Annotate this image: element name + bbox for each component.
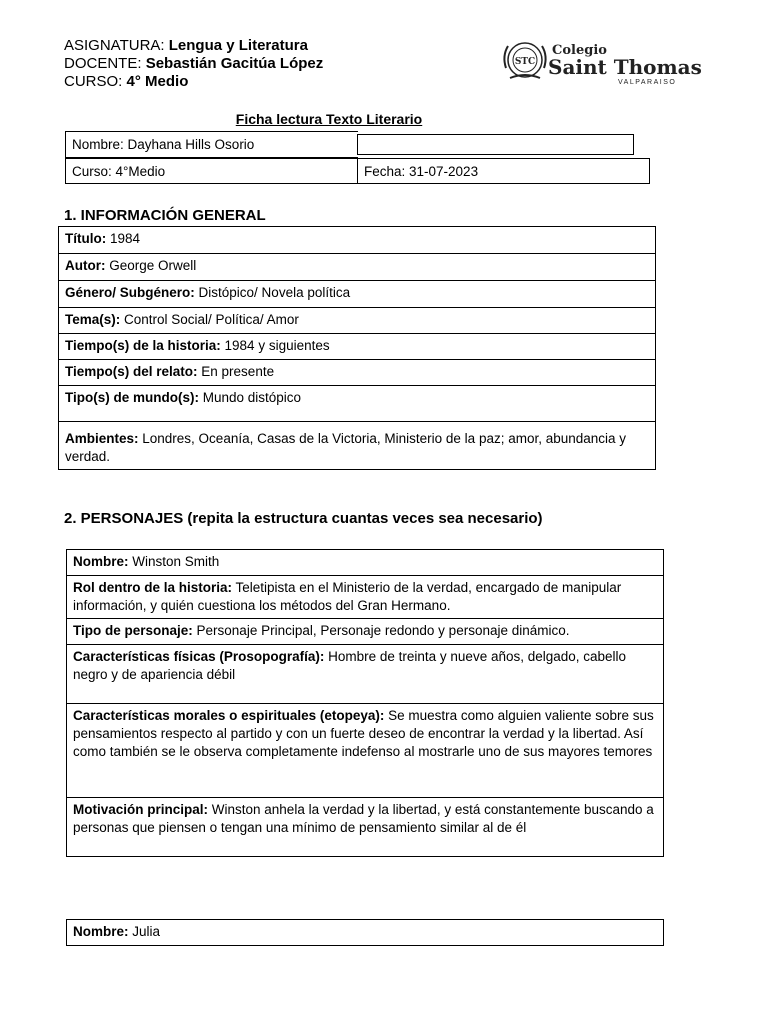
table-row: Tiempo(s) del relato: En presente: [59, 360, 656, 386]
asignatura-line: [64, 37, 308, 55]
docente-label: DOCENTE:: [64, 55, 142, 72]
table-row: Título: 1984: [59, 227, 656, 254]
svg-text:STC: STC: [514, 57, 536, 67]
table-row: Autor: George Orwell: [59, 254, 656, 281]
section1-heading: 1. INFORMACIÓN GENERAL: [64, 207, 266, 224]
table-row: Género/ Subgénero: Distópico/ Novela política: [59, 281, 656, 308]
table-row: Tipo(s) de mundo(s): Mundo distópico: [59, 386, 656, 422]
student-date-cell: [357, 158, 650, 184]
character-table-1: [66, 549, 664, 857]
general-info-table: [58, 226, 656, 470]
student-course: Curso: 4°Medio: [72, 164, 166, 179]
table-row: Características físicas (Prosopografía): Hombre de treinta y nueve años, delgado, cabello negro y de apariencia débil: [67, 645, 664, 704]
curso-line: [64, 73, 188, 91]
table-row: Nombre: Winston Smith: [67, 550, 664, 576]
table-row: Tiempo(s) de la historia: 1984 y siguientes: [59, 334, 656, 360]
table-row: Características morales o espirituales (etopeya): Se muestra como alguien valiente sobre sus pensamientos respecto al partido y con un fuerte deseo de encontrar la verdad y la libertad. Así como también se le observa completamente indefenso al mostrarle uno de sus mayores temores: [67, 704, 664, 798]
student-date: Fecha: 31-07-2023: [364, 164, 479, 179]
asignatura-label: ASIGNATURA:: [64, 37, 165, 54]
section2-heading: 2. PERSONAJES (repita la estructura cuantas veces sea necesario): [64, 510, 543, 527]
student-name: Nombre: Dayhana Hills Osorio: [72, 137, 255, 152]
blank-field: [357, 134, 634, 155]
svg-text:Saint Thomas: Saint Thomas: [548, 55, 702, 79]
docente-value: Sebastián Gacitúa López: [145, 55, 324, 72]
curso-label: CURSO:: [64, 73, 123, 90]
table-row: Ambientes: Londres, Oceanía, Casas de la Victoria, Ministerio de la paz; amor, abundancia y verdad.: [59, 422, 656, 470]
table-row: Rol dentro de la historia: Teletipista en el Ministerio de la verdad, encargado de manipular información, y quién cuestiona los métodos del Gran Hermano.: [67, 576, 664, 619]
student-name-cell: [65, 131, 358, 158]
table-row: Tema(s): Control Social/ Política/ Amor: [59, 308, 656, 334]
table-row: Motivación principal: Winston anhela la verdad y la libertad, y está constantemente buscando a personas que piensen o tengan una mínimo de pensamiento similar al de él: [67, 798, 664, 857]
svg-text:Colegio: Colegio: [552, 43, 607, 58]
asignatura-value: Lengua y Literatura: [168, 37, 308, 54]
document-title: Ficha lectura Texto Literario: [235, 111, 423, 127]
school-logo: [500, 38, 702, 86]
laurel-seal-icon: [500, 38, 702, 86]
student-course-cell: [65, 158, 358, 184]
curso-value: 4° Medio: [126, 73, 189, 90]
character-table-2: [66, 919, 664, 946]
docente-line: [64, 55, 323, 73]
table-row: Tipo de personaje: Personaje Principal, Personaje redondo y personaje dinámico.: [67, 619, 664, 645]
table-row: Nombre: Julia: [67, 920, 664, 946]
svg-text:VALPARAISO: VALPARAISO: [618, 79, 677, 86]
